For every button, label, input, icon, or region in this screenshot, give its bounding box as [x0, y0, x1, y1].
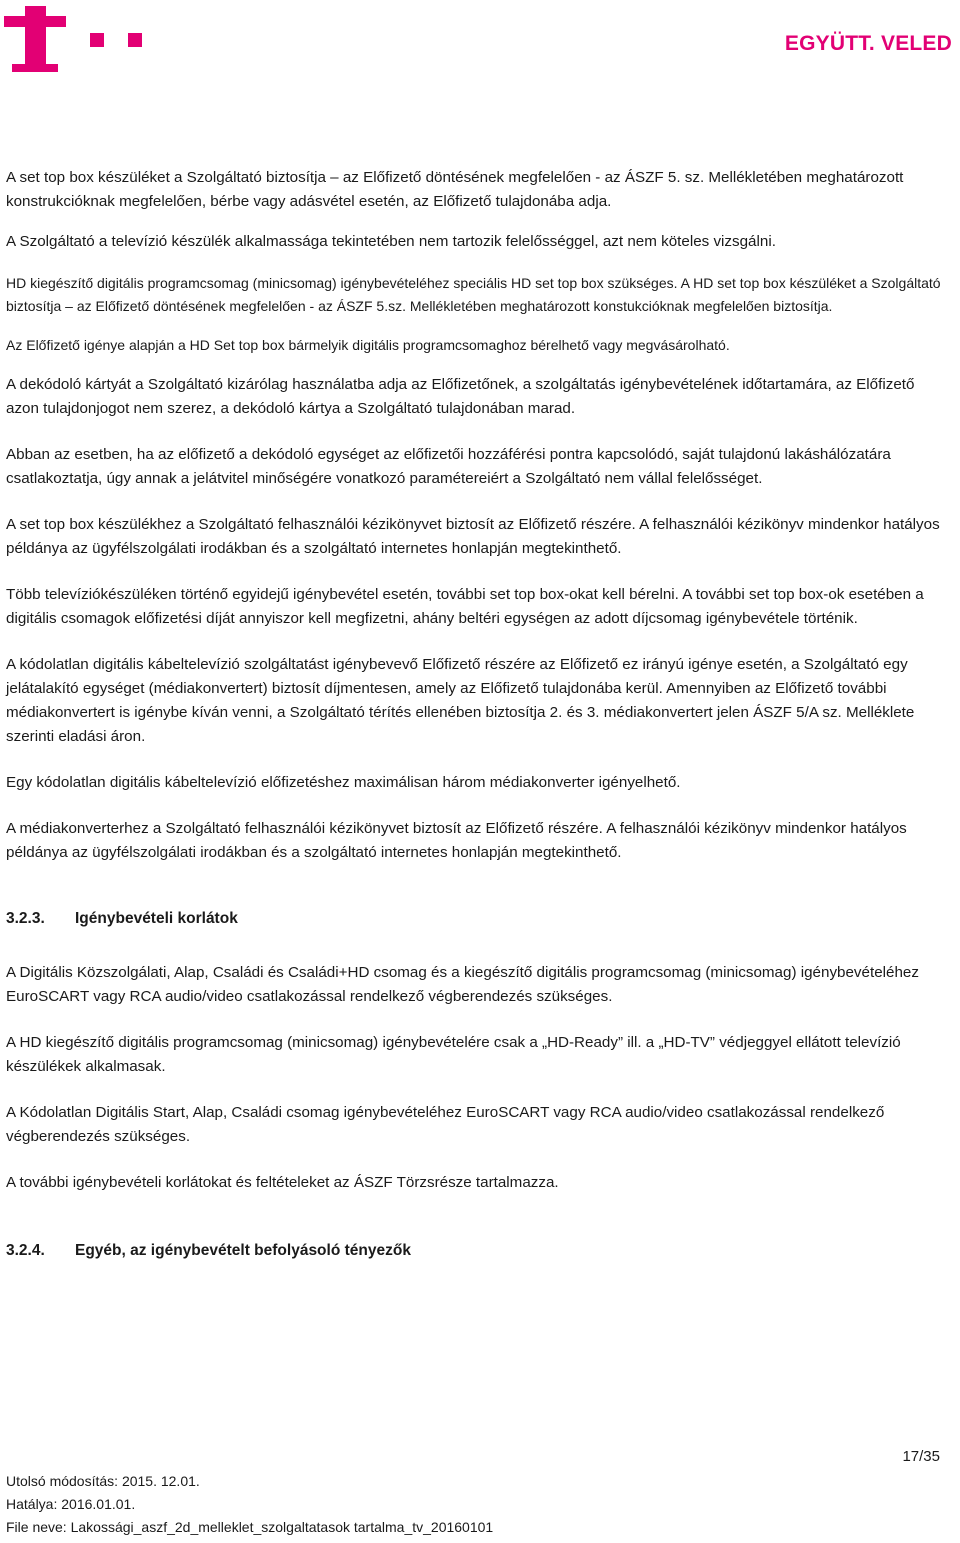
paragraph: A set top box készülékhez a Szolgáltató felhasználói kézikönyvet biztosít az Előfizető részére. A felhasználói kézikönyv mindenkor hatályos példánya az ügyfélszolgálati irodákban és a szolgáltató internetes honlapján megtekinthető. [6, 516, 940, 557]
paragraph: Több televíziókészüléken történő egyidejű igénybevétel esetén, további set top box-okat kell bérelni. A további set top box-ok esetében a digitális csomagok előfizetési díját annyiszor kell megfizetni, ahány beltéri egységen az adott díjcsomag igénybevétele történik. [6, 586, 924, 627]
section-number: 3.2.3. [6, 910, 45, 927]
page-header [0, 0, 960, 80]
file-name: File neve: Lakossági_aszf_2d_melleklet_szolgaltatasok tartalma_tv_20160101 [6, 1519, 494, 1535]
paragraph: A további igénybevételi korlátokat és feltételeket az ÁSZF Törzsrésze tartalmazza. [6, 1174, 559, 1191]
paragraph: A Digitális Közszolgálati, Alap, Családi és Családi+HD csomag és a kiegészítő digitális programcsomag (minicsomag) igénybevételéhez EuroSCART vagy RCA audio/video csatlakozással rendelkező végberendezés szükséges. [6, 964, 919, 1005]
paragraph: HD kiegészítő digitális programcsomag (minicsomag) igénybevételéhez speciális HD set top box szükséges. A HD set top box készüléket a Szolgáltató biztosítja – az Előfizető döntésének megfelelően - az ÁSZF 5.sz. Mellékletében meghatározott konstukcióknak megfelelően biztosítja. [6, 275, 941, 314]
page-footer [6, 1470, 493, 1539]
paragraph: Egy kódolatlan digitális kábeltelevízió előfizetéshez maximálisan három médiakonverter igényelhető. [6, 774, 681, 791]
section-title: Igénybevételi korlátok [75, 910, 238, 927]
last-modified: Utolsó módosítás: 2015. 12.01. [6, 1473, 200, 1489]
paragraph: A Kódolatlan Digitális Start, Alap, Családi csomag igénybevételéhez EuroSCART vagy RCA audio/video csatlakozással rendelkező végberendezés szükséges. [6, 1104, 885, 1145]
paragraph: Az Előfizető igénye alapján a HD Set top box bármelyik digitális programcsomaghoz bérelhető vagy megvásárolható. [6, 337, 730, 353]
paragraph: A set top box készüléket a Szolgáltató biztosítja – az Előfizető döntésének megfelelően - az ÁSZF 5. sz. Mellékletében meghatározott konstrukcióknak megfelelően, bérbe vagy adásvétel esetén, az Előfizető tulajdonába adja. [6, 169, 904, 210]
effective-date: Hatálya: 2016.01.01. [6, 1496, 136, 1512]
telekom-logo-icon [4, 6, 144, 72]
section-number: 3.2.4. [6, 1242, 45, 1259]
document-body [6, 166, 946, 1263]
paragraph: Abban az esetben, ha az előfizető a dekódoló egységet az előfizetői hozzáférési pontra kapcsolódó, saját tulajdonú lakáshálózatára csatlakoztatja, úgy annak a jelátvitel minőségére vonatkozó paramétereiért a Szolgáltató nem vállal felelősséget. [6, 446, 891, 487]
section-heading-3-2-3 [6, 907, 946, 931]
brand-slogan: EGYÜTT. VELED [784, 32, 952, 55]
paragraph: A Szolgáltató a televízió készülék alkalmassága tekintetében nem tartozik felelősséggel, azt nem köteles vizsgálni. [6, 233, 776, 250]
paragraph: A dekódoló kártyát a Szolgáltató kizárólag használatba adja az Előfizetőnek, a szolgáltatás igénybevételének időtartamára, az Előfizető azon tulajdonjogot nem szerez, a dekódoló kártya a Szolgáltató tulajdonában marad. [6, 376, 915, 417]
section-title: Egyéb, az igénybevételt befolyásoló tényezők [75, 1242, 411, 1259]
page-number: 17/35 [902, 1448, 940, 1465]
section-heading-3-2-4 [6, 1239, 946, 1263]
paragraph: A kódolatlan digitális kábeltelevízió szolgáltatást igénybevevő Előfizető részére az Előfizető ez irányú igénye esetén, a Szolgáltató egy jelátalakító egységet (médiakonvertert) biztosít díjmentesen, amely az Előfizető tulajdonába kerül. Amennyiben az Előfizető további médiakonvertert is igénybe kíván venni, a Szolgáltató térítés ellenében biztosítja 2. és 3. médiakonvertert jelen ÁSZF 5/A sz. Melléklete szerinti eladási áron. [6, 656, 915, 745]
paragraph: A HD kiegészítő digitális programcsomag (minicsomag) igénybevételére csak a „HD-Ready” ill. a „HD-TV” védjeggyel ellátott televízió készülékek alkalmasak. [6, 1034, 901, 1075]
paragraph: A médiakonverterhez a Szolgáltató felhasználói kézikönyvet biztosít az Előfizető részére. A felhasználói kézikönyv mindenkor hatályos példánya az ügyfélszolgálati irodákban és a szolgáltató internetes honlapján megtekinthető. [6, 820, 907, 861]
